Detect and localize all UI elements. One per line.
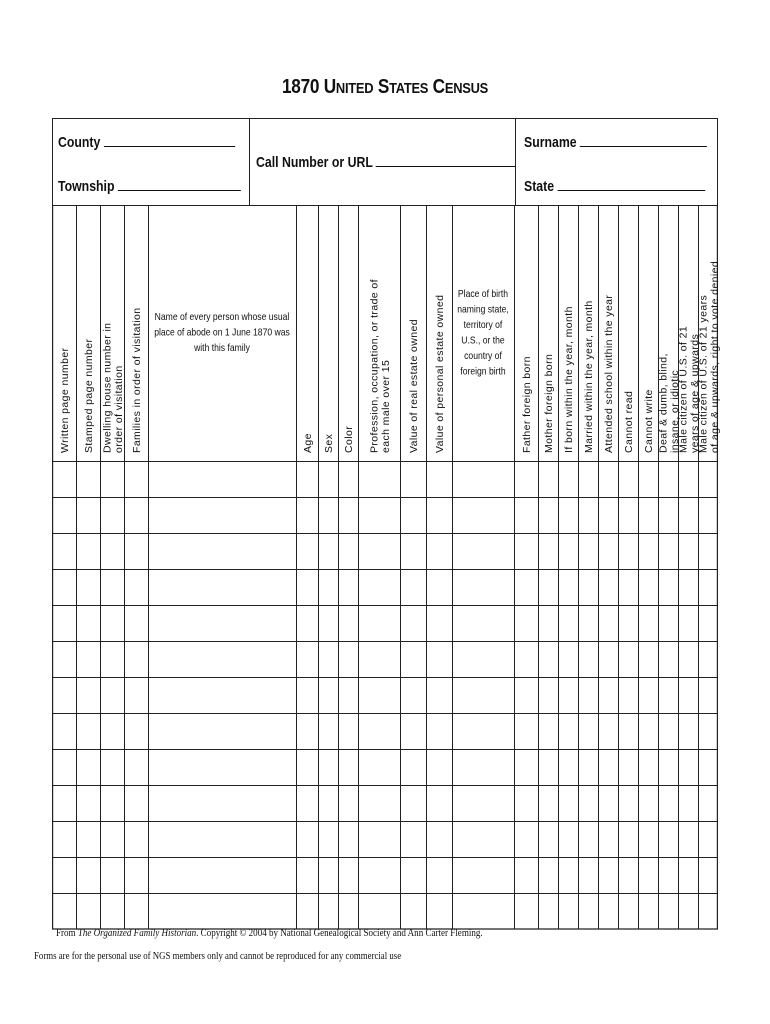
column-header-3 (101, 323, 125, 453)
county-label: County (58, 134, 101, 151)
county-field[interactable] (58, 132, 235, 151)
column-header-15 (563, 306, 575, 453)
column-header-text: Dwelling house number in (101, 322, 114, 453)
column-header-text: Name of every person whose usual (154, 311, 290, 323)
column-header-19 (643, 389, 655, 453)
column-header-16 (583, 300, 595, 453)
column-header-14 (543, 354, 555, 453)
column-header-text: with this family (194, 342, 250, 354)
column-header-11 (434, 295, 446, 453)
column-header-text: Value of personal estate owned (434, 294, 446, 453)
column-header-text: order of visitation (112, 365, 125, 453)
column-header-text: Cannot read (623, 390, 635, 453)
column-header-18 (623, 391, 635, 453)
column-header-text: Sex (323, 433, 335, 453)
column-header-text: foreign birth (460, 365, 506, 377)
column-header-text: Attended school within the year (603, 294, 615, 453)
column-header-text: Mother foreign born (543, 353, 555, 453)
column-header-text: Color (343, 425, 355, 453)
call-number-field[interactable] (256, 152, 515, 171)
surname-label: Surname (524, 134, 577, 151)
column-header-13 (521, 356, 533, 453)
column-header-9 (368, 279, 392, 453)
township-field[interactable] (58, 176, 241, 195)
column-header-text: Profession, occupation, or trade of (368, 279, 381, 453)
column-header-text: U.S., or the (461, 334, 505, 346)
column-header-text: Father foreign born (521, 356, 533, 453)
column-header-text: each male over 15 (379, 359, 392, 453)
column-header-text: of age & upwards, right to vote denied (708, 260, 721, 453)
column-header-12 (457, 288, 509, 376)
state-label: State (524, 178, 555, 195)
column-header-6 (302, 433, 314, 453)
column-header-text: Male citizen of U.S. of 21 years (697, 294, 710, 453)
column-header-2 (83, 338, 95, 453)
page-title: 1870 UNITED STATES CENSUS (281, 76, 489, 98)
column-header-text: insane, or idiotic (668, 369, 681, 453)
column-header-1 (59, 347, 71, 453)
surname-field[interactable] (524, 132, 707, 151)
column-header-text: Written page number (59, 347, 71, 453)
column-header-text: Age (302, 433, 314, 453)
column-header-text: Value of real estate owned (408, 319, 420, 453)
column-header-4 (131, 308, 143, 453)
column-header-10 (408, 319, 420, 453)
column-header-text: If born within the year, month (563, 306, 575, 453)
footer-usage-note: Forms are for the personal use of NGS members only and cannot be reproduced for any commercial use (34, 951, 402, 962)
column-header-text: Married within the year, month (583, 300, 595, 453)
column-header-text: Cannot write (643, 389, 655, 453)
township-label: Township (58, 178, 115, 195)
call-number-label: Call Number or URL (256, 154, 373, 171)
census-table (52, 206, 721, 931)
column-header-22 (697, 261, 721, 453)
column-header-text: Deaf & dumb, blind, (657, 353, 670, 453)
column-header-5 (154, 311, 290, 353)
column-header-8 (343, 426, 355, 453)
column-header-text: place of abode on 1 June 1870 was (154, 326, 290, 338)
footer-copyright: From The Organized Family Historian. Copyright © 2004 by National Genealogical Society and Ann Carter Fleming. (56, 928, 483, 939)
column-header-text: Male citizen of U.S. of 21 (677, 325, 690, 453)
column-header-text: Families in order of visitation (131, 307, 143, 453)
census-grid (52, 206, 721, 931)
column-header-text: naming state, (457, 303, 509, 315)
column-header-text: country of (464, 350, 502, 362)
column-header-17 (603, 295, 615, 453)
state-field[interactable] (524, 176, 705, 195)
column-header-text: Place of birth (457, 288, 509, 300)
column-header-text: Stamped page number (83, 338, 95, 453)
column-header-text: years of age & upwards (688, 333, 701, 453)
column-header-text: territory of (463, 319, 503, 331)
column-header-7 (323, 433, 335, 453)
